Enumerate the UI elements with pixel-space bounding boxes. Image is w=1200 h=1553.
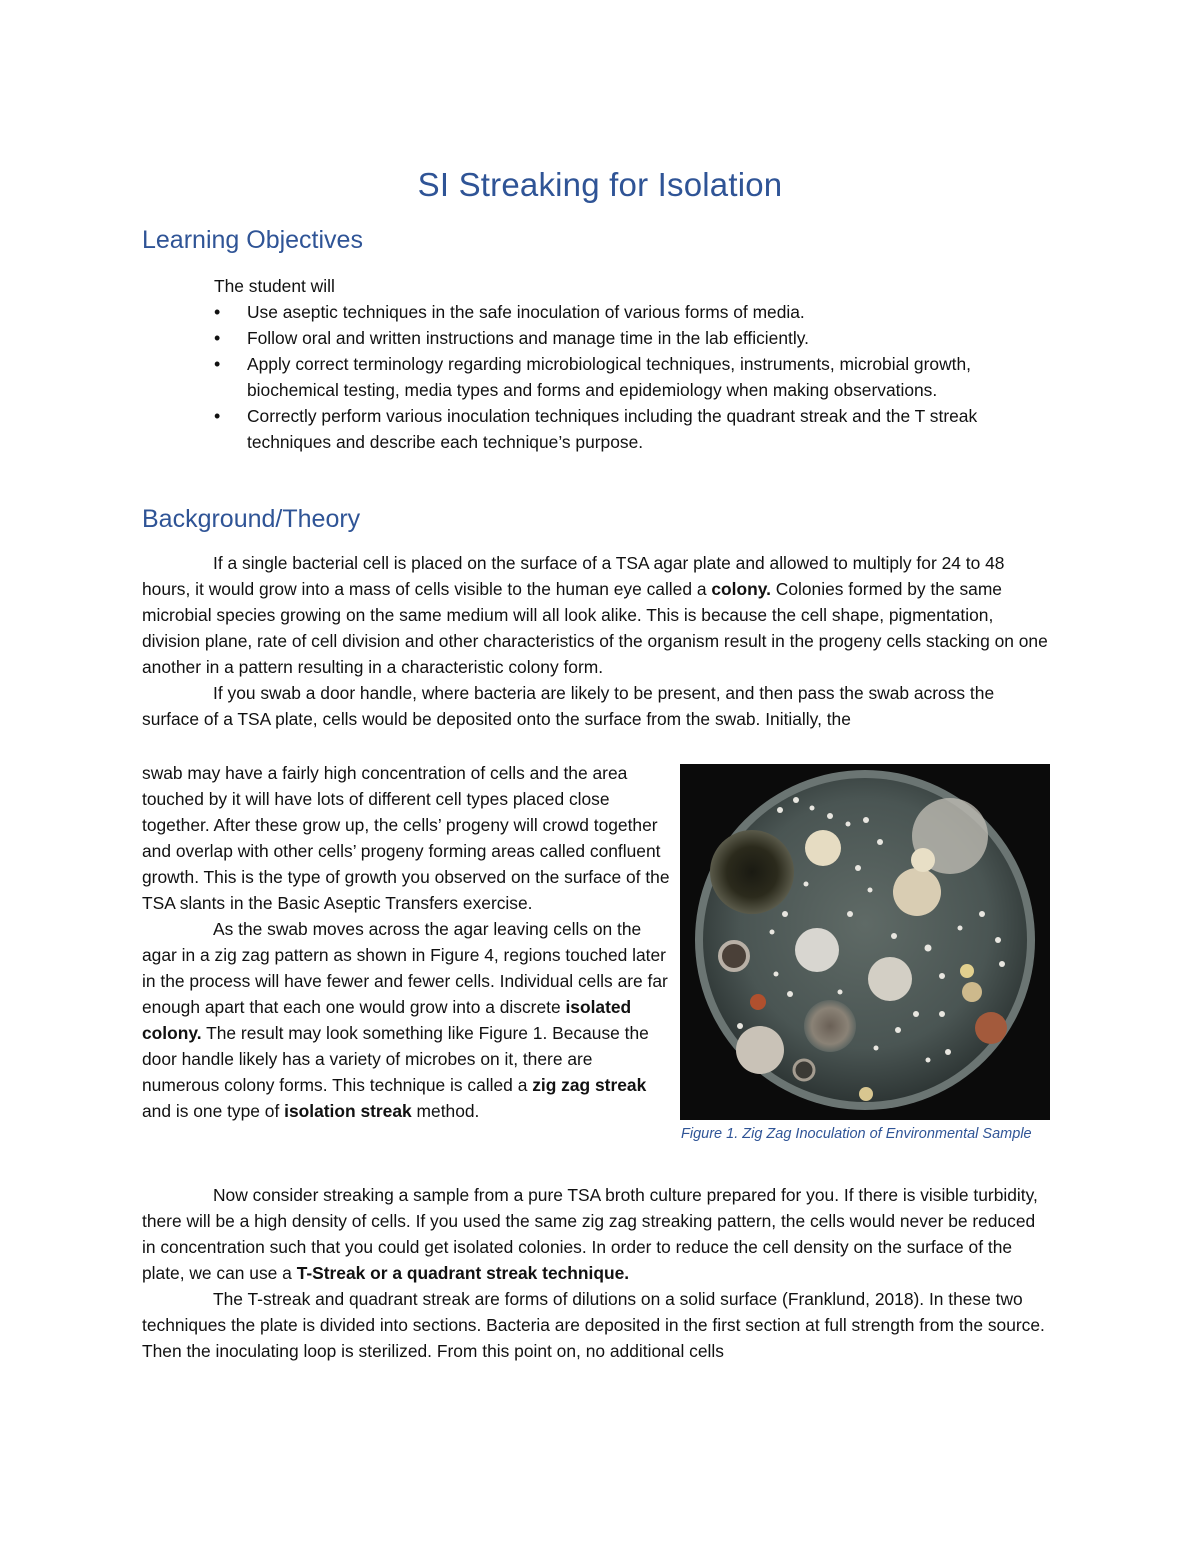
- petri-dish-illustration: [680, 764, 1050, 1120]
- figure-petri-dish-image: [680, 764, 1050, 1120]
- term-isolated-colony: isolated colony.: [142, 997, 632, 1043]
- yellow-colony: [960, 964, 974, 978]
- text-run: The result may look something like Figure 1. Because the door handle likely has a variety of microbes on it, there are numerous colony forms. This technique is called a: [142, 1023, 649, 1095]
- page-title: SI Streaking for Isolation: [417, 166, 783, 203]
- colony: [795, 928, 839, 972]
- colony: [893, 868, 941, 916]
- text-run: and is one type of: [142, 1101, 285, 1121]
- objectives-list: [214, 299, 1054, 455]
- text-run: If a single bacterial cell is placed on the surface of a TSA agar plate and allowed to multiply for 24 to 48 hours, it would grow into a mass of cells visible to the human eye called a: [142, 553, 1005, 599]
- objective-item: • Apply correct terminology regarding microbiological techniques, instruments, microbial growth, biochemical testing, media types and forms and epidemiology when making observations.: [214, 351, 1054, 403]
- term-zig-zag-streak: zig zag streak: [532, 1075, 647, 1095]
- paragraph-colony: [142, 550, 1052, 680]
- term-colony: colony.: [711, 579, 771, 599]
- paragraph-pure-culture: [142, 1182, 1052, 1286]
- orange-colony: [750, 994, 766, 1010]
- ring-colony: [720, 942, 748, 970]
- colony: [736, 1026, 784, 1074]
- paragraph-zig-zag: [142, 916, 672, 1124]
- yellow-colony: [962, 982, 982, 1002]
- paragraph-swab-intro: If you swab a door handle, where bacteria are likely to be present, and then pass the swab across the surface of a TSA plate, cells would be deposited onto the surface from the swab. Initially, the: [142, 683, 995, 729]
- yellow-colony: [859, 1087, 873, 1101]
- remaining-paragraphs: [142, 1182, 1052, 1364]
- dark-colony: [710, 830, 794, 914]
- text-run: method.: [411, 1101, 480, 1121]
- objective-item: • Follow oral and written instructions and manage time in the lab efficiently.: [214, 325, 1054, 351]
- text-run: Now consider streaking a sample from a pure TSA broth culture prepared for you. If there is visible turbidity, there will be a high density of cells. If you used the same zig zag streaking pattern, the cells would never be reduced in concentration such that you could get isolated colonies. In order to reduce the cell density on the surface of the plate, we can use a: [142, 1185, 1038, 1283]
- term-t-streak-quadrant: T-Streak or a quadrant streak technique.: [296, 1263, 630, 1283]
- orange-colony: [975, 1012, 1007, 1044]
- paragraph-swab-continued: swab may have a fairly high concentration of cells and the area touched by it will have lots of different cell types placed close together. After these grow up, the cells’ progeny will crowd together and overlap with other cells’ progeny forming areas called confluent growth. This is the type of growth you observed on the surface of the TSA slants in the Basic Aseptic Transfers exercise.: [142, 763, 670, 913]
- colony: [911, 848, 935, 872]
- text-run: As the swab moves across the agar leaving cells on the agar in a zig zag pattern as shown in Figure 4, regions touched later in the process will have fewer and fewer cells. Individual cells are far enough apart that each one would grow into a discrete: [142, 919, 668, 1017]
- colony: [868, 957, 912, 1001]
- heading-background-theory: Background/Theory: [142, 505, 361, 533]
- text-run: Colonies formed by the same microbial species growing on the same medium will all look alike. This is because the cell shape, pigmentation, division plane, rate of cell division and other characteristics of the organism result in the progeny cells stacking on one another in a pattern resulting in a characteristic colony form.: [142, 579, 1048, 677]
- wrapped-text-column: [142, 760, 672, 1124]
- objective-item: • Use aseptic techniques in the safe inoculation of various forms of media.: [214, 299, 1054, 325]
- background-paragraphs: [142, 550, 1052, 732]
- colony: [805, 830, 841, 866]
- ring-colony: [794, 1060, 814, 1080]
- paragraph-dilution: The T-streak and quadrant streak are forms of dilutions on a solid surface (Franklund, 2018). In these two techniques the plate is divided into sections. Bacteria are deposited in the first section at full strength from the source. Then the inoculating loop is sterilized. From this point on, no additional cells: [142, 1289, 1045, 1361]
- figure-caption: Figure 1. Zig Zag Inoculation of Environmental Sample: [681, 1126, 1032, 1142]
- term-isolation-streak: isolation streak: [284, 1101, 412, 1121]
- heading-learning-objectives: Learning Objectives: [142, 226, 363, 254]
- objectives-intro: The student will: [214, 276, 335, 296]
- objective-item: • Correctly perform various inoculation techniques including the quadrant streak and the T streak techniques and describe each technique’s purpose.: [214, 403, 1054, 455]
- fuzzy-colony: [804, 1000, 856, 1052]
